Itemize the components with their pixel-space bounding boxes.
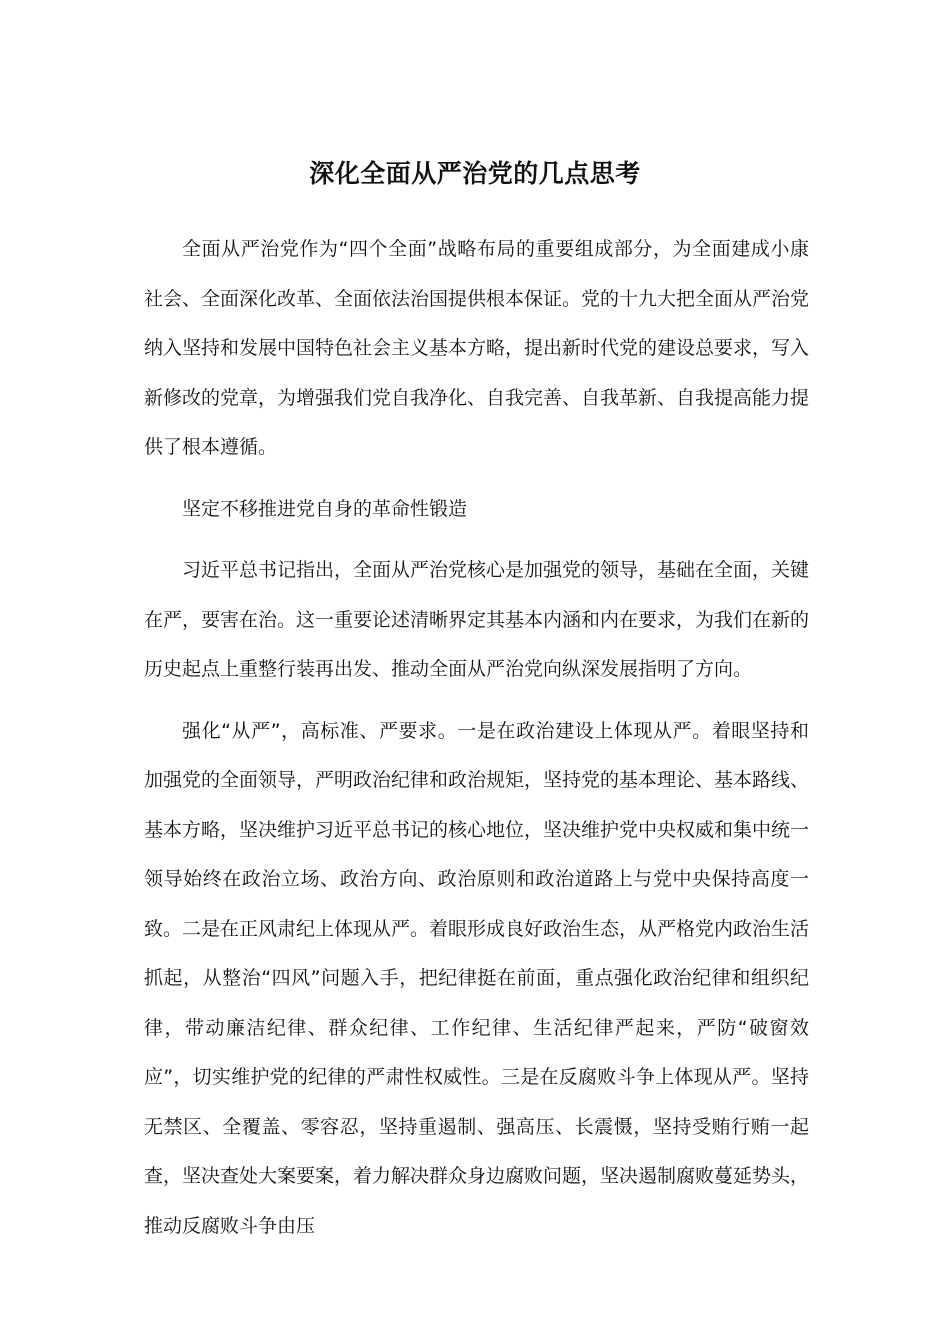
section-heading: 坚定不移推进党自身的革命性锻造 [182, 497, 468, 520]
document-title: 深化全面从严治党的几点思考 [309, 159, 641, 188]
body-paragraph: 习近平总书记指出，全面从严治党核心是加强党的领导，基础在全面，关键在严，要害在治。这一重要论述清晰界定其基本内涵和内在要求，为我们在新的历史起点上重整行装再出发、推动全面从严治党向纵深发展指明了方向。 [144, 559, 810, 680]
intro-paragraph: 全面从严治党作为“四个全面”战略布局的重要组成部分，为全面建成小康社会、全面深化改革、全面依法治国提供根本保证。党的十九大把全面从严治党纳入坚持和发展中国特色社会主义基本方略，提出新时代党的建设总要求，写入新修改的党章，为增强我们党自我净化、自我完善、自我革新、自我提高能力提供了根本遵循。 [144, 238, 810, 458]
body-paragraph: 强化“从严”，高标准、严要求。一是在政治建设上体现从严。着眼坚持和加强党的全面领导，严明政治纪律和政治规矩，坚持党的基本理论、基本路线、基本方略，坚决维护习近平总书记的核心地位，坚决维护党中央权威和集中统一领导始终在政治立场、政治方向、政治原则和政治道路上与党中央保持高度一致。二是在正风肃纪上体现从严。着眼形成良好政治生态，从严格党内政治生活抓起，从整治“四风”问题入手，把纪律挺在前面，重点强化政治纪律和组织纪律，带动廉洁纪律、群众纪律、工作纪律、生活纪律严起来，严防“破窗效应”，切实维护党的纪律的严肃性权威性。三是在反腐败斗争上体现从严。坚持无禁区、全覆盖、零容忍，坚持重遏制、强高压、长震慑，坚持受贿行贿一起查，坚决查处大案要案，着力解决群众身边腐败问题，坚决遏制腐败蔓延势头，推动反腐败斗争由压 [144, 719, 810, 1237]
document-body [144, 225, 809, 1263]
